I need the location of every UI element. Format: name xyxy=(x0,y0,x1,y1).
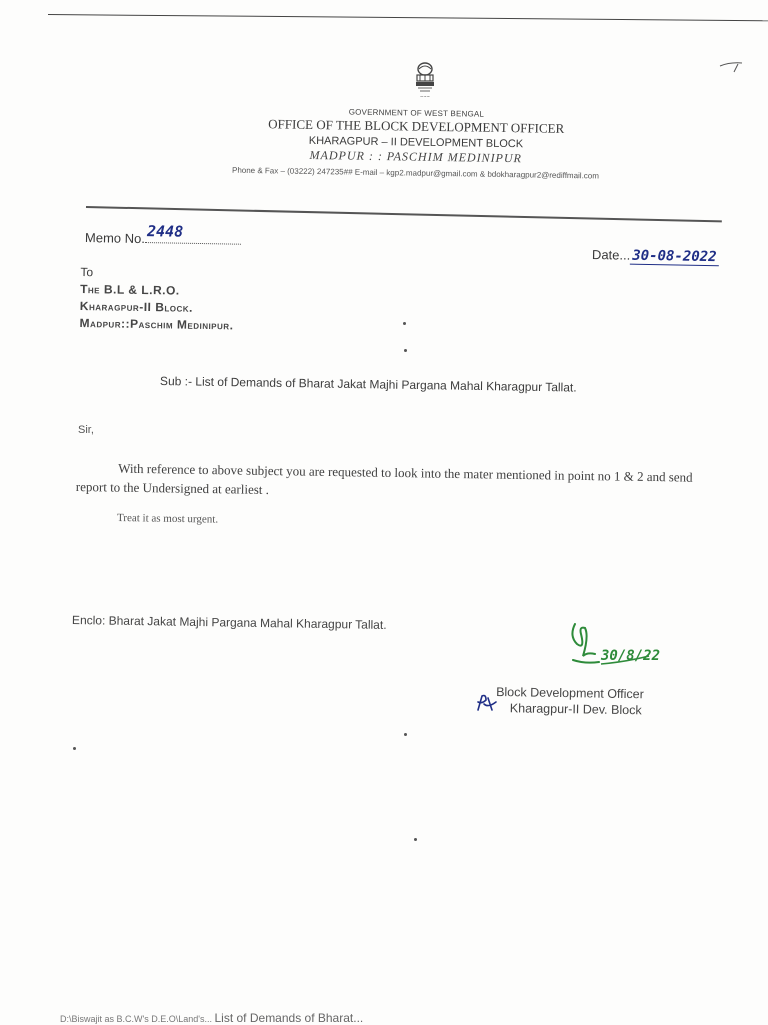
urgency-note: Treat it as most urgent. xyxy=(116,512,219,526)
footer-path: D:\Biswajit as B.C.W's D.E.O\Land's... xyxy=(60,1014,212,1024)
signatory-office: Kharagpur-II Dev. Block xyxy=(509,701,642,718)
paper-speck xyxy=(403,322,406,325)
office-address: MADPUR : : PASCHIM MEDINIPUR xyxy=(309,147,523,166)
enclosure-line: Enclo: Bharat Jakat Majhi Pargana Mahal Kharagpur Tallat. xyxy=(71,613,387,632)
signatory-block xyxy=(496,684,644,718)
svg-text:~~~: ~~~ xyxy=(419,94,431,99)
handwritten-signature xyxy=(565,616,665,676)
government-name: GOVERNMENT OF WEST BENGAL xyxy=(348,107,485,119)
block-name: KHARAGPUR – II DEVELOPMENT BLOCK xyxy=(308,134,524,151)
contact-details: Phone & Fax – (03222) 247235## E-mail – kgp2.madpur@gmail.com & bdokharagpur2@rediffmail.com xyxy=(231,165,600,181)
handwritten-initial xyxy=(472,692,498,714)
paper-speck xyxy=(73,747,76,750)
subject-line: Sub :- List of Demands of Bharat Jakat Majhi Pargana Mahal Kharagpur Tallat. xyxy=(159,374,577,395)
signatory-designation: Block Development Officer xyxy=(496,685,644,702)
memo-number-line xyxy=(145,222,241,245)
memo-number: 2448 xyxy=(146,222,184,241)
date-label: Date... xyxy=(591,247,631,263)
memo-label: Memo No. xyxy=(84,230,146,247)
footer-file-path xyxy=(60,1011,363,1025)
letterhead-separator xyxy=(86,206,722,222)
office-name: OFFICE OF THE BLOCK DEVELOPMENT OFFICER xyxy=(268,116,565,136)
paper-speck xyxy=(404,349,407,352)
paper-speck xyxy=(404,733,407,736)
addressee-line: Madpur::Paschim Medinipur. xyxy=(79,315,234,333)
addressee-line: Kharagpur-II Block. xyxy=(79,298,194,315)
body-paragraph: With reference to above subject you are requested to look into the mater mentioned in point no 1 & 2 and send report to the Undersigned at earliest . xyxy=(75,460,693,498)
letterhead xyxy=(185,105,646,181)
date-row xyxy=(592,247,719,265)
footer-title: List of Demands of Bharat... xyxy=(214,1011,364,1025)
top-edge-line xyxy=(48,14,768,21)
ashoka-emblem-icon xyxy=(412,60,438,100)
to-label: To xyxy=(80,265,94,280)
pen-mark xyxy=(718,60,744,74)
paper-speck xyxy=(414,838,417,841)
memo-date: 30-08-2022 xyxy=(630,248,719,267)
signature-date: 30/8/22 xyxy=(601,648,661,664)
salutation: Sir, xyxy=(78,424,94,436)
memo-number-row xyxy=(84,222,241,248)
addressee-block xyxy=(79,264,234,334)
addressee-line: The B.L & L.R.O. xyxy=(80,282,180,298)
